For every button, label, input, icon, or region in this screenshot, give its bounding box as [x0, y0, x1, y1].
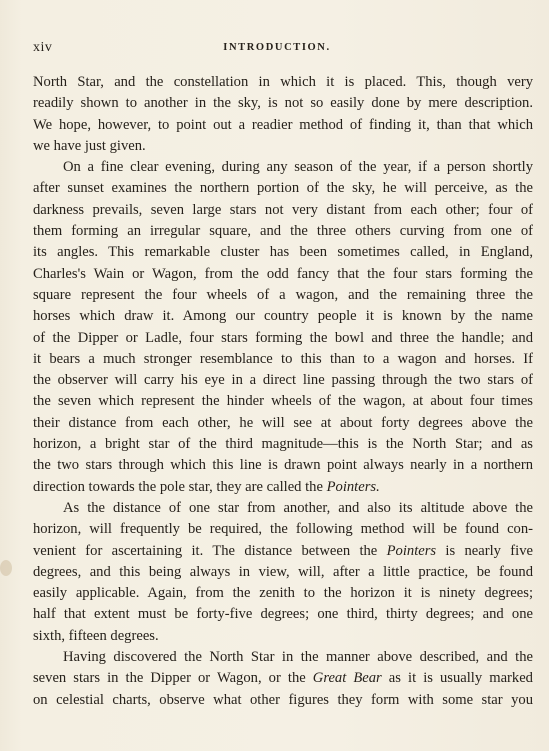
text-span: readily shown to another in the sky, is not so easily done by mere description.	[33, 95, 533, 112]
paper-stain	[0, 560, 12, 576]
text-line	[33, 562, 533, 583]
text-line	[33, 264, 533, 285]
text-line	[33, 477, 533, 498]
italic-term: Great Bear	[312, 670, 382, 687]
text-span: direction towards the pole star, they are called the	[33, 478, 327, 495]
text-span: on celestial charts, observe what other figures they form with some star you	[33, 691, 533, 708]
text-line	[33, 434, 533, 455]
text-span: we have just given.	[33, 137, 146, 154]
text-span: venient for ascertaining it. The distance between the	[33, 542, 387, 559]
text-span: square represent the four wheels of a wagon, and the remaining three the	[33, 286, 533, 303]
text-line	[33, 115, 533, 136]
text-span: horses which draw it. Among our country people it is known by the name	[33, 308, 533, 325]
text-span: We hope, however, to point out a readier method of finding it, than that which	[33, 116, 533, 133]
text-line	[33, 541, 533, 562]
text-line	[33, 370, 533, 391]
text-line	[33, 498, 533, 519]
text-span: their distance from each other, he will see at about forty degrees above the	[33, 414, 533, 431]
text-line	[33, 668, 533, 689]
text-span: On a fine clear evening, during any season of the year, if a person shortly	[63, 159, 533, 176]
text-line	[33, 626, 533, 647]
text-line	[33, 690, 533, 711]
text-line	[33, 391, 533, 412]
text-line	[33, 455, 533, 476]
text-line	[33, 647, 533, 668]
text-span: half that extent must be forty-five degrees; one third, thirty degrees; and one	[33, 606, 533, 623]
page-number: xiv	[33, 40, 53, 55]
text-line	[33, 413, 533, 434]
text-span: Having discovered the North Star in the manner above described, and the	[63, 649, 533, 666]
text-line	[33, 178, 533, 199]
text-line	[33, 93, 533, 114]
text-line	[33, 285, 533, 306]
text-span: after sunset examines the northern portion of the sky, he will perceive, as the	[33, 180, 533, 197]
text-line	[33, 242, 533, 263]
text-span: as it is usually marked	[381, 670, 533, 687]
text-span: them forming an irregular square, and the three others curving from one of	[33, 223, 533, 240]
text-span: horizon, will frequently be required, the following method will be found con-	[33, 521, 533, 538]
text-line	[33, 157, 533, 178]
running-head: INTRODUCTION.	[223, 42, 331, 53]
text-span: seven stars in the Dipper or Wagon, or the	[33, 670, 313, 687]
text-span: easily applicable. Again, from the zenith to the horizon it is ninety degrees;	[33, 585, 533, 602]
text-line	[33, 604, 533, 625]
text-span: Charles's Wain or Wagon, from the odd fancy that the four stars forming the	[33, 265, 533, 282]
text-span: it bears a much stronger resemblance to this than to a wagon and horses. If	[33, 350, 533, 367]
text-span: is nearly five	[436, 542, 533, 559]
page-header	[33, 40, 521, 58]
italic-term: Pointers	[386, 542, 437, 559]
text-span: horizon, a bright star of the third magnitude—this is the North Star; and as	[33, 436, 533, 453]
text-span: degrees, and this being always in view, will, after a little practice, be found	[33, 563, 533, 580]
italic-term: Pointers.	[326, 478, 380, 495]
text-line	[33, 328, 533, 349]
text-span: the two stars through which this line is drawn point always nearly in a northern	[33, 457, 533, 474]
text-line	[33, 583, 533, 604]
text-line	[33, 349, 533, 370]
text-line	[33, 306, 533, 327]
text-line	[33, 200, 533, 221]
text-span: the observer will carry his eye in a direct line passing through the two stars of	[33, 372, 533, 389]
text-span: its angles. This remarkable cluster has been sometimes called, in England,	[33, 244, 533, 261]
text-line	[33, 136, 533, 157]
text-line	[33, 221, 533, 242]
text-span: the seven which represent the hinder wheels of the wagon, at about four times	[33, 393, 533, 410]
text-span: North Star, and the constellation in which it is placed. This, though very	[33, 74, 533, 90]
text-span: sixth, fifteen degrees.	[33, 627, 159, 644]
text-span: As the distance of one star from another, and also its altitude above the	[63, 499, 533, 516]
text-span: of the Dipper or Ladle, four stars forming the bowl and three the handle; and	[33, 329, 533, 346]
body-text	[33, 72, 533, 711]
text-line	[33, 519, 533, 540]
text-line	[33, 72, 533, 93]
text-span: darkness prevails, seven large stars not very distant from each other; four of	[33, 201, 533, 218]
